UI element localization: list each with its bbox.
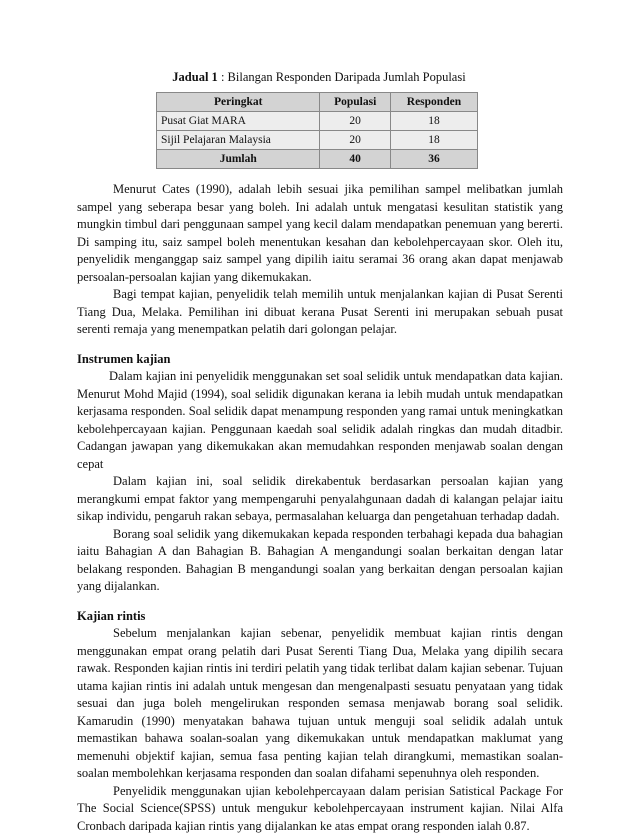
- paragraph-study-location: Bagi tempat kajian, penyelidik telah memilih untuk menjalankan kajian di Pusat Serenti Tiang Dua, Melaka. Pemilihan ini dibuat kerana Pusat Serenti ini merupakan sebuah pusat serenti remaja yang menempatkan pelatih dari golongan pelajar.: [77, 286, 563, 339]
- paragraph-sample-size: Menurut Cates (1990), adalah lebih sesuai jika pemilihan sampel melibatkan jumlah sampel yang seberapa besar yang boleh. Ini adalah untuk mengatasi kesulitan statistik yang mungkin timbul dari penggunaan sampel yang kecil dalam mendapatkan penemuan yang bererti. Di samping itu, saiz sampel boleh menentukan kesahan dan kebolehpercayaan skor. Oleh itu, penyelidik menganggap saiz sampel yang dipilih iaitu seramai 36 orang akan dapat menjawab persoalan-persoalan kajian yang dikemukakan.: [77, 181, 563, 286]
- table-row: [157, 112, 478, 131]
- table-header-row: [157, 93, 478, 112]
- paragraph-questionnaire-design: Dalam kajian ini, soal selidik direkabentuk berdasarkan persoalan kajian yang merangkumi empat faktor yang mempengaruhi penyalahgunaan dadah di kalangan pelajar iaitu sikap individu, pengaruh rakan sebaya, permasalahan keluarga dan pengetahuan terhadap dadah.: [77, 473, 563, 526]
- header-peringkat: Peringkat: [157, 93, 320, 112]
- paragraph-questionnaire-sections: Borang soal selidik yang dikemukakan kepada responden terbahagi kepada dua bahagian iaitu Bahagian A dan Bahagian B. Bahagian A mengandungi soalan berkaitan dengan latar belakang responden. Bahagian B mengandungi soalan yang berkaitan dengan persoalan kajian yang dijalankan.: [77, 526, 563, 596]
- total-populasi: 40: [320, 150, 390, 169]
- document-body: [77, 181, 563, 835]
- paragraph-pilot-study: Sebelum menjalankan kajian sebenar, penyelidik membuat kajian rintis dengan menggunakan empat orang pelatih dari Pusat Serenti Tiang Dua, Melaka yang dipilih secara rawak. Responden kajian rintis ini terdiri pelatih yang tidak terlibat dalam kajian sebenar. Tujuan utama kajian rintis ini adalah untuk mengesan dan mengenalpasti sesuatu penyataan yang tidak sesuai dan juga boleh mengelirukan responden semasa menjawab borang soal selidik. Kamarudin (1990) menyatakan bahawa tujuan untuk menguji soal selidik adalah untuk memastikan bahawa soalan-soalan yang dikemukakan untuk mendapatkan maklumat yang memenuhi objektif kajian, semua fasa penting kajian telah dirangkumi, memastikan soalan-soalan membolehkan kerjasama responden dan soalan difahami sepenuhnya oleh responden.: [77, 625, 563, 783]
- table-total-row: [157, 150, 478, 169]
- cell-peringkat: Pusat Giat MARA: [157, 112, 320, 131]
- header-responden: Responden: [390, 93, 477, 112]
- table-caption-text: : Bilangan Responden Daripada Jumlah Populasi: [218, 70, 466, 84]
- respondent-table: [156, 92, 478, 169]
- table-caption: [0, 70, 638, 85]
- heading-instrumen-kajian: Instrumen kajian: [77, 351, 563, 369]
- total-responden: 36: [390, 150, 477, 169]
- cell-peringkat: Sijil Pelajaran Malaysia: [157, 131, 320, 150]
- cell-responden: 18: [390, 131, 477, 150]
- paragraph-instrument: Dalam kajian ini penyelidik menggunakan set soal selidik untuk mendapatkan data kajian. Menurut Mohd Majid (1994), soal selidik digunakan kerana ia lebih mudah untuk mendapatkan kerjasama responden. Soal selidik dapat menampung responden yang ramai untuk meningkatkan kebolehpercayaan kajian. Penggunaan kaedah soal selidik adalah ringkas dan mudah ditadbir. Cadangan jawapan yang dikemukakan akan memudahkan responden menjawab soalan dengan cepat: [77, 368, 563, 473]
- header-populasi: Populasi: [320, 93, 390, 112]
- table-row: [157, 131, 478, 150]
- cell-populasi: 20: [320, 112, 390, 131]
- total-label: Jumlah: [157, 150, 320, 169]
- cell-responden: 18: [390, 112, 477, 131]
- paragraph-reliability: Penyelidik menggunakan ujian kebolehpercayaan dalam perisian Satistical Package For The Social Science(SPSS) untuk mengukur kebolehpercayaan instrument kajian. Nilai Alfa Cronbach daripada kajian rintis yang dijalankan ke atas empat orang responden ialah 0.87.: [77, 783, 563, 835]
- cell-populasi: 20: [320, 131, 390, 150]
- table-caption-label: Jadual 1: [172, 70, 218, 84]
- heading-kajian-rintis: Kajian rintis: [77, 608, 563, 626]
